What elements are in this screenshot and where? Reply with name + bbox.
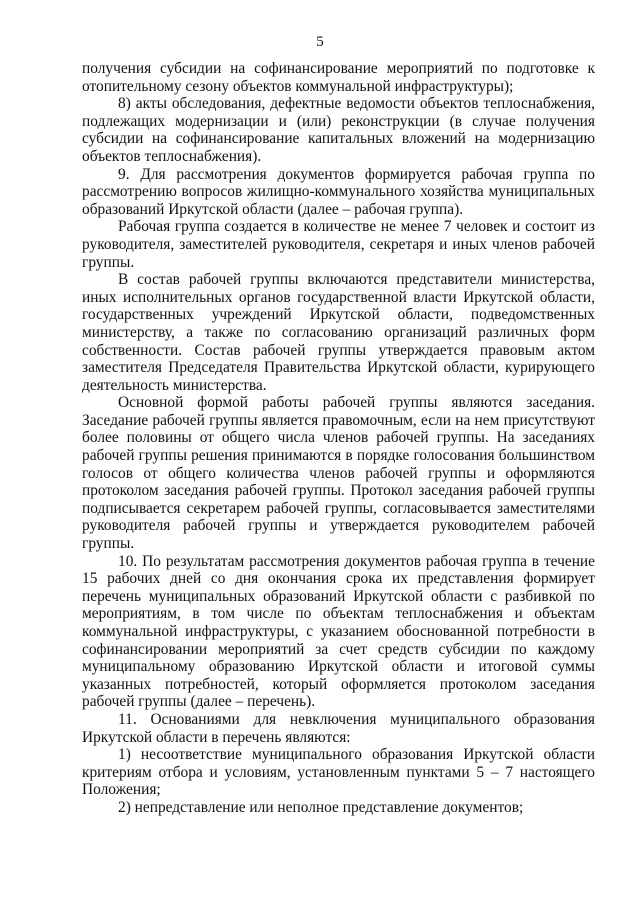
page-number: 5 xyxy=(316,34,324,50)
document-body xyxy=(82,60,595,817)
paragraph: Рабочая группа создается в количестве не менее 7 человек и состоит из руководителя, заместителей руководителя, секретаря и иных членов рабочей группы. xyxy=(82,218,595,271)
paragraph: 10. По результатам рассмотрения документов рабочая группа в течение 15 рабочих дней со дня окончания срока их представления формирует перечень муниципальных образований Иркутской области с разбивкой по мероприятиям, в том числе по объектам теплоснабжения и объектам коммунальной инфраструктуры, с указанием обоснованной потребности в софинансировании мероприятий за счет средств субсидии по каждому муниципальному образованию Иркутской области и итоговой суммы указанных потребностей, который оформляется протоколом заседания рабочей группы (далее – перечень). xyxy=(82,552,595,711)
paragraph: В состав рабочей группы включаются представители министерства, иных исполнительных органов государственной власти Иркутской области, государственных учреждений Иркутской области, подведомственных министерству, а также по согласованию организаций различных форм собственности. Состав рабочей группы утверждается правовым актом заместителя Председателя Правительства Иркутской области, курирующего деятельность министерства. xyxy=(82,271,595,394)
paragraph: 8) акты обследования, дефектные ведомости объектов теплоснабжения, подлежащих модернизации и (или) реконструкции (в случае получения субсидии на софинансирование капитальных вложений на модернизацию объектов теплоснабжения). xyxy=(82,95,595,165)
paragraph: 1) несоответствие муниципального образования Иркутской области критериям отбора и условиям, установленным пунктами 5 – 7 настоящего Положения; xyxy=(82,746,595,799)
paragraph: 2) непредставление или неполное представление документов; xyxy=(118,798,524,816)
paragraph: 9. Для рассмотрения документов формируется рабочая группа по рассмотрению вопросов жилищно-коммунального хозяйства муниципальных образований Иркутской области (далее – рабочая группа). xyxy=(82,165,595,218)
paragraph: 11. Основаниями для невключения муниципального образования Иркутской области в перечень являются: xyxy=(82,710,595,746)
paragraph: Основной формой работы рабочей группы являются заседания. Заседание рабочей группы является правомочным, если на нем присутствуют более половины от общего числа членов рабочей группы. На заседаниях рабочей группы решения принимаются в порядке голосования большинством голосов от общего количества членов рабочей группы и оформляются протоколом заседания рабочей группы. Протокол заседания рабочей группы подписывается секретарем рабочей группы, согласовывается заместителями руководителя рабочей группы и утверждается руководителем рабочей группы. xyxy=(82,394,595,553)
paragraph: получения субсидии на софинансирование мероприятий по подготовке к отопительному сезону объектов коммунальной инфраструктуры); xyxy=(82,60,595,95)
